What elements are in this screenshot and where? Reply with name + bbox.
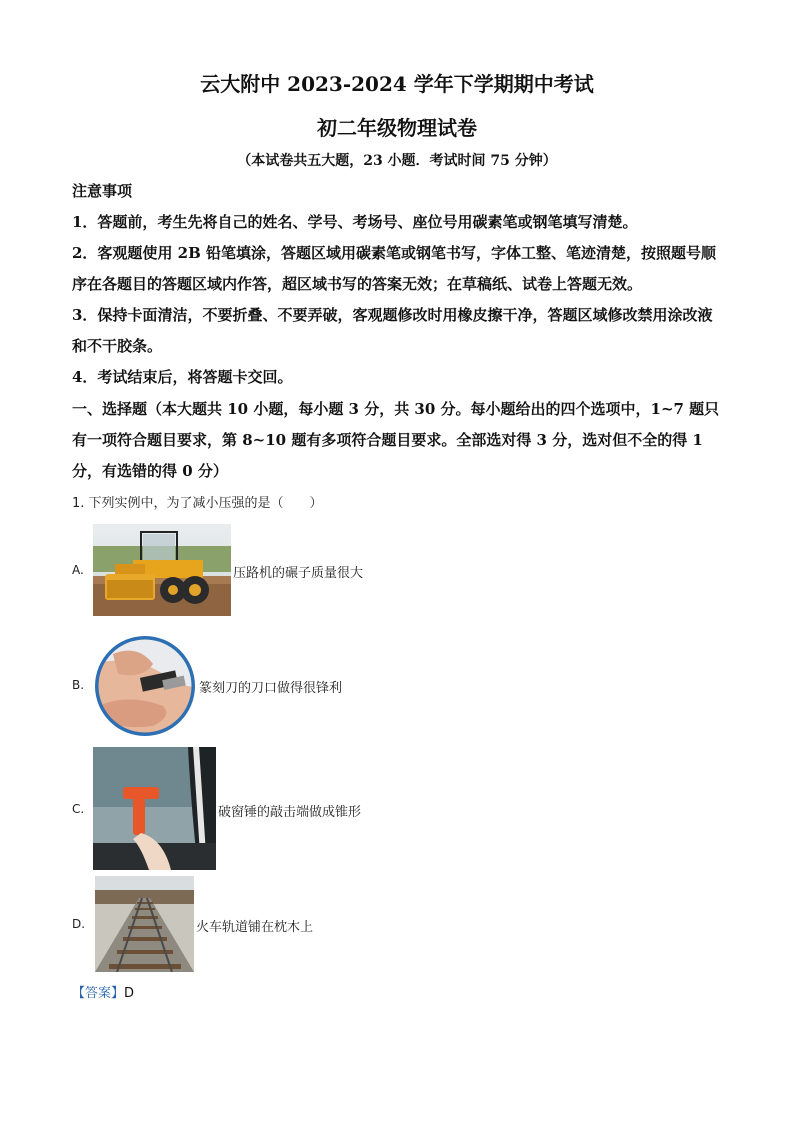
seal-carving-knife-image [93, 634, 197, 738]
option-c-letter: C. [72, 802, 85, 816]
answer-line [72, 982, 134, 1001]
notice-item-2: 2．客观题使用 2B 铅笔填涂，答题区域用碳素笔或钢笔书写，字体工整、笔迹清楚，按照题号顺序在各题目的答题区域内作答，超区域书写的答案无效；在草稿纸、试卷上答题无效。 [72, 244, 717, 293]
exam-title: 云大附中 2023-2024 学年下学期期中考试 [200, 72, 594, 96]
railway-track-image [95, 876, 194, 972]
exam-subtitle: 初二年级物理试卷 [317, 116, 477, 140]
question-stem: 1. 下列实例中，为了减小压强的是（ ） [72, 496, 323, 511]
option-a-text: 压路机的碾子质量很大 [233, 566, 364, 581]
answer-tag: 【答案】 [72, 986, 125, 1001]
answer-value: D [124, 986, 135, 1001]
notice-item-3: 3．保持卡面清洁，不要折叠、不要弄破，客观题修改时用橡皮擦干净，答题区域修改禁用涂改液和不干胶条。 [72, 306, 713, 355]
option-d-text: 火车轨道铺在枕木上 [196, 920, 314, 935]
option-a-letter: A. [72, 563, 84, 577]
notice-item-4: 4．考试结束后，将答题卡交回。 [72, 368, 293, 386]
notice-heading: 注意事项 [72, 182, 133, 200]
option-d-letter: D. [72, 917, 86, 931]
exam-info: （本试卷共五大题，23 小题．考试时间 75 分钟） [237, 153, 557, 169]
notice-item-1: 1．答题前，考生先将自己的姓名、学号、考场号、座位号用碳素笔或钢笔填写清楚。 [72, 213, 638, 231]
road-roller-image [93, 524, 231, 616]
option-b-letter: B. [72, 678, 85, 692]
option-c-text: 破窗锤的敲击端做成锥形 [218, 805, 362, 820]
option-b-text: 篆刻刀的刀口做得很锋利 [199, 681, 343, 696]
safety-hammer-image [93, 747, 216, 870]
section-instructions: 一、选择题（本大题共 10 小题，每小题 3 分，共 30 分。每小题给出的四个选项中，1~7 题只有一项符合题目要求，第 8~10 题有多项符合题目要求。全部选对得 3 分，选对但不全的得 1 分，有选错的得 0 分） [72, 400, 720, 480]
